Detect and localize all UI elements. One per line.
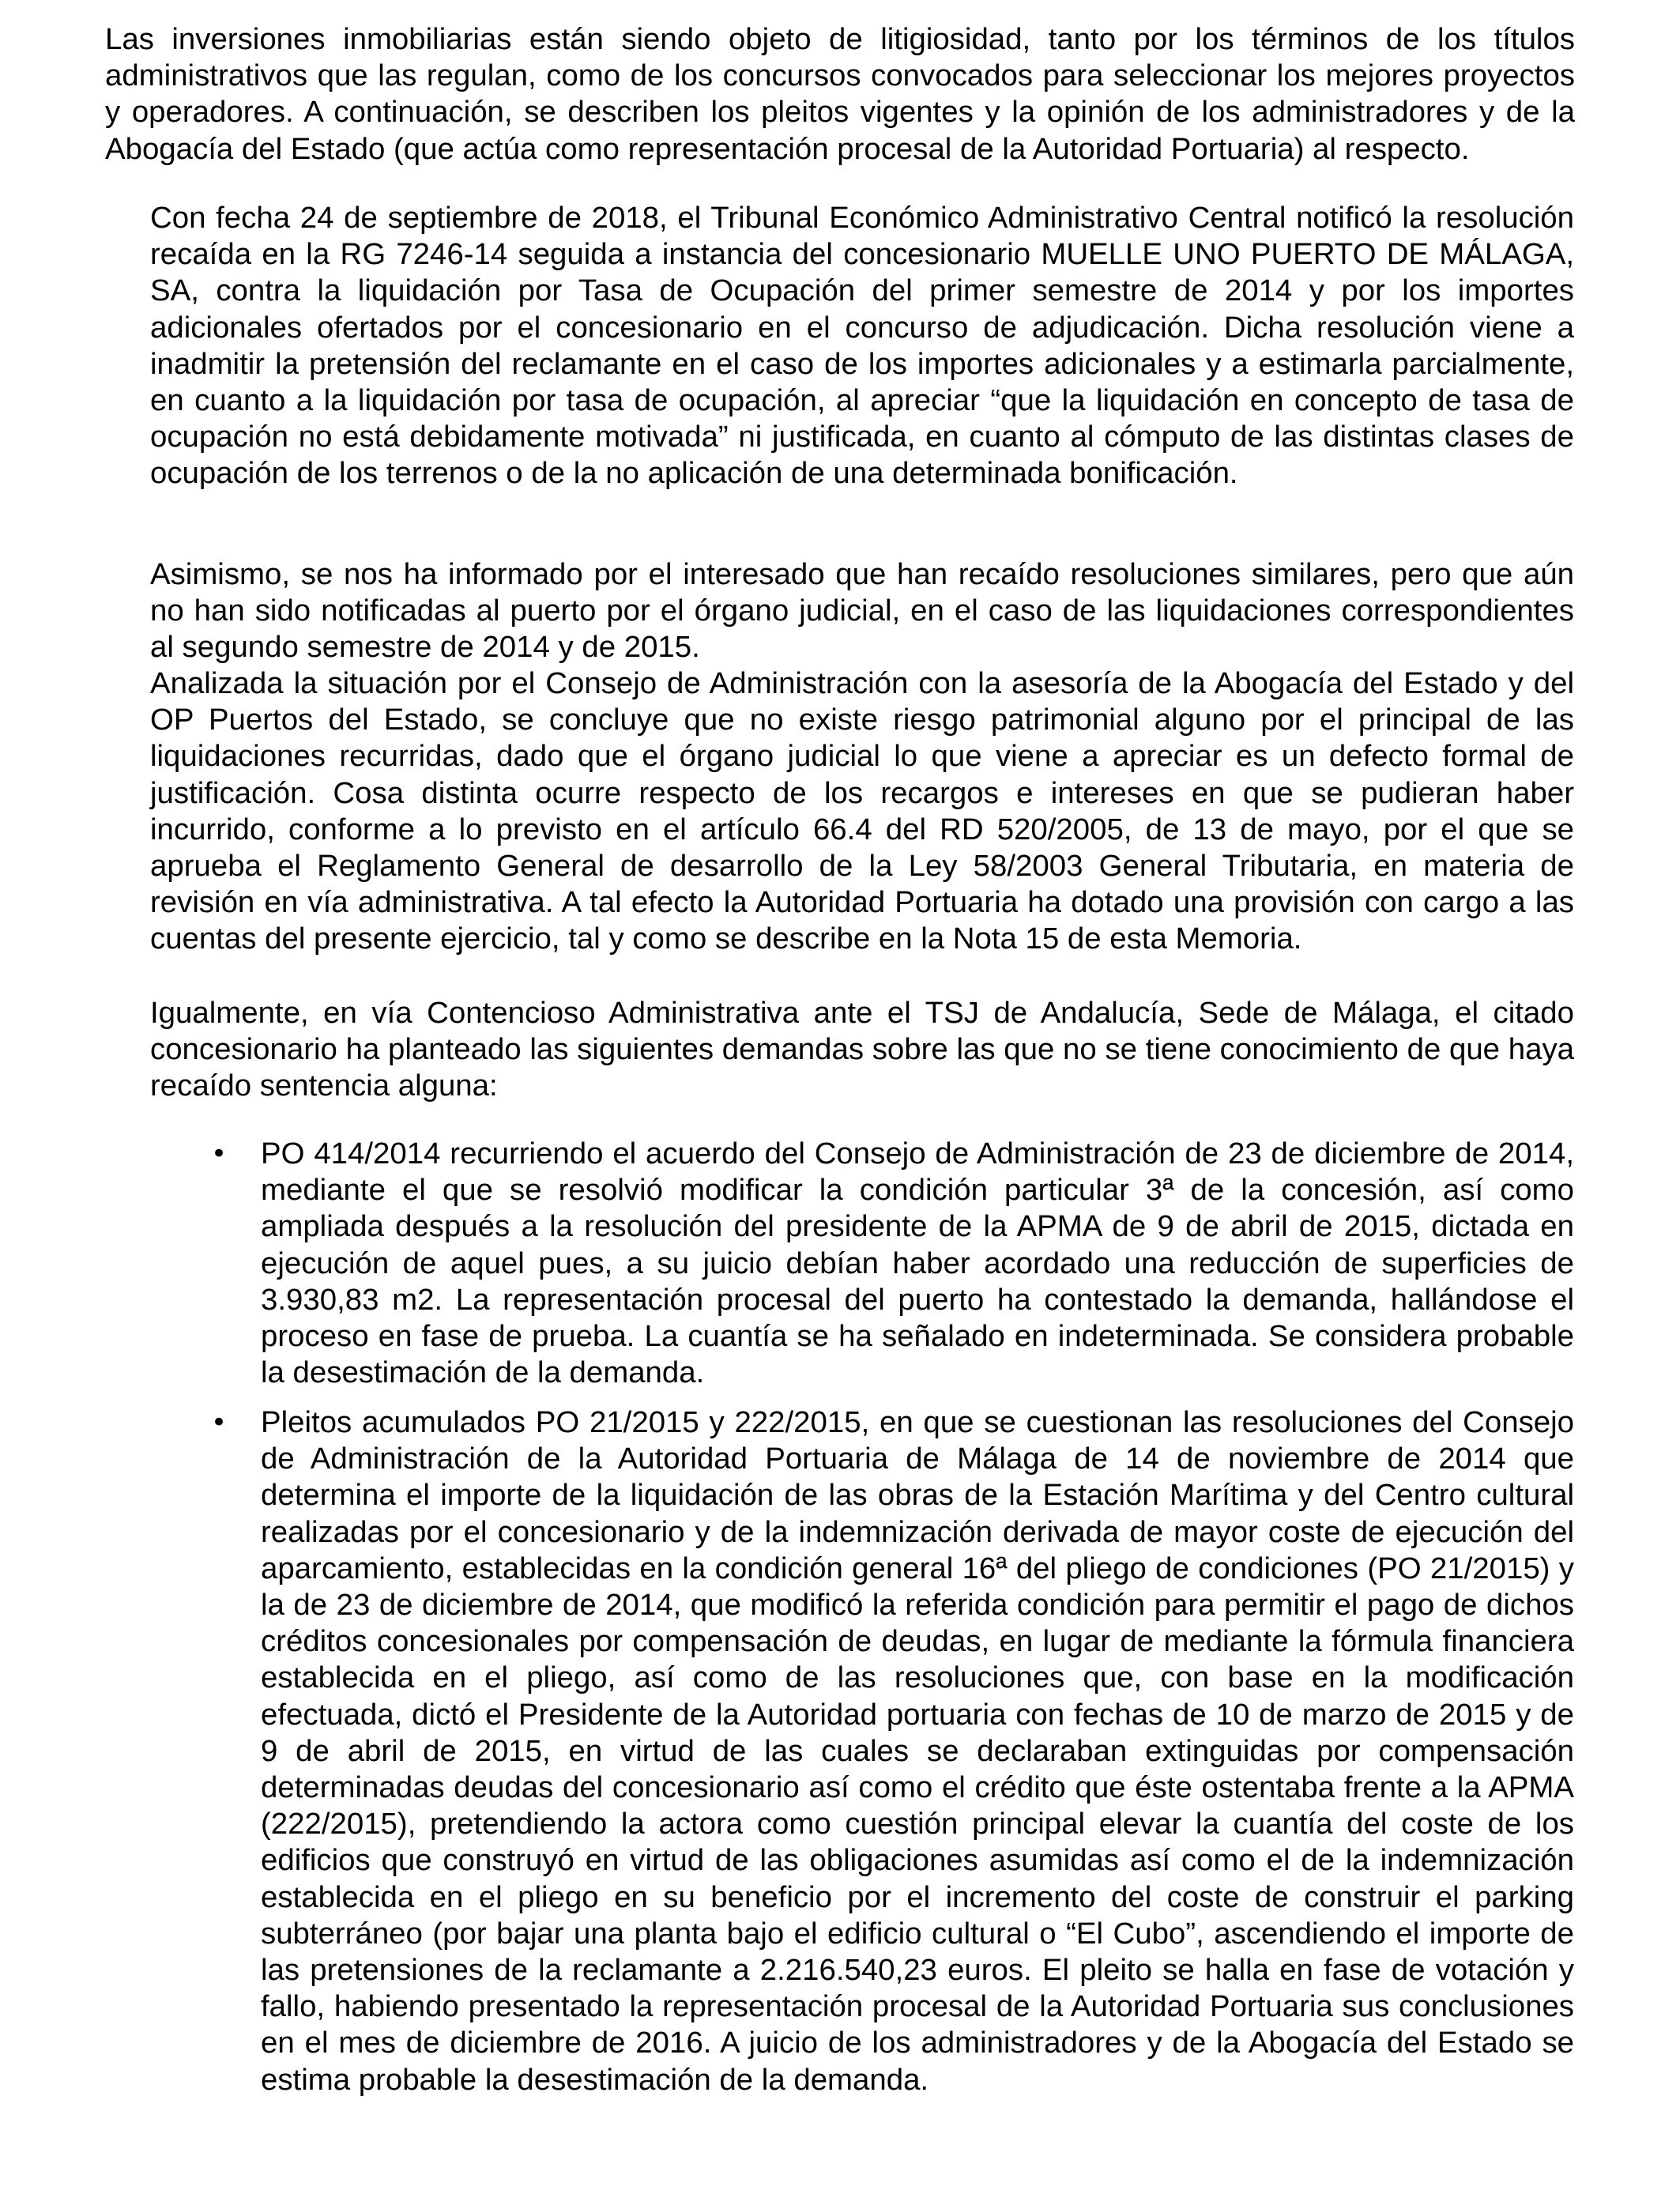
bullet-text: PO 414/2014 recurriendo el acuerdo del Consejo de Administración de 23 de diciembre de 2014, mediante el que se resolvió modificar la condición particular 3ª de la concesión, así como ampliada después a la resolución del presidente de la APMA de 9 de abril de 2015, dictada en ejecución de aquel pues, a su juicio debían haber acordado una reducción de superficies de 3.930,83 m2. La representación procesal del puerto ha contestado la demanda, hallándose el proceso en fase de prueba. La cuantía se ha señalado en indeterminada. Se considera probable la desestimación de la demanda.	[261, 1137, 1574, 1390]
intro-paragraph: Las inversiones inmobiliarias están siendo objeto de litigiosidad, tanto por los términos de los títulos administrativos que las regulan, como de los concursos convocados para seleccionar los mejores proyectos y operadores. A continuación, se describen los pleitos vigentes y la opinión de los administradores y de la Abogacía del Estado (que actúa como representación procesal de la Autoridad Portuaria) al respecto.	[105, 22, 1575, 166]
paragraph-tribunal-resolution: Con fecha 24 de septiembre de 2018, el Tribunal Económico Administrativo Central notificó la resolución recaída en la RG 7246-14 seguida a instancia del concesionario MUELLE UNO PUERTO DE MÁLAGA, SA, contra la liquidación por Tasa de Ocupación del primer semestre de 2014 y por los importes adicionales ofertados por el concesionario en el concurso de adjudicación. Dicha resolución viene a inadmitir la pretensión del reclamante en el caso de los importes adicionales y a estimarla parcialmente, en cuanto a la liquidación por tasa de ocupación, al apreciar “que la liquidación en concepto de tasa de ocupación no está debidamente motivada” ni justificada, en cuanto al cómputo de las distintas clases de ocupación de los terrenos o de la no aplicación de una determinada bonificación.	[150, 201, 1574, 491]
bullet-dot-icon: •	[210, 1138, 228, 1170]
bullet-text: Pleitos acumulados PO 21/2015 y 222/2015, en que se cuestionan las resoluciones del Consejo de Administración de la Autoridad Portuaria de Málaga de 14 de noviembre de 2014 que determina el importe de la liquidación de las obras de la Estación Marítima y del Centro cultural realizadas por el concesionario y de la indemnización derivada de mayor coste de ejecución del aparcamiento, establecidas en la condición general 16ª del pliego de condiciones (PO 21/2015) y la de 23 de diciembre de 2014, que modificó la referida condición para permitir el pago de dichos créditos concesionales por compensación de deudas, en lugar de mediante la fórmula financiera establecida en el pliego, así como de las resoluciones que, con base en la modificación efectuada, dictó el Presidente de la Autoridad portuaria con fechas de 10 de marzo de 2015 y de 9 de abril de 2015, en virtud de las cuales se declaraban extinguidas por compensación determinadas deudas del concesionario así como el crédito que éste ostentaba frente a la APMA (222/2015), pretendiendo la actora como cuestión principal elevar la cuantía del coste de los edificios que construyó en virtud de las obligaciones asumidas así como el de la indemnización establecida en el pliego en su beneficio por el incremento del coste de construir el parking subterráneo (por bajar una planta bajo el edificio cultural o “El Cubo”, ascendiendo el importe de las pretensiones de la reclamante a 2.216.540,23 euros. El pleito se halla en fase de votación y fallo, habiendo presentado la representación procesal de la Autoridad Portuaria sus conclusiones en el mes de diciembre de 2016. A juicio de los administradores y de la Abogacía del Estado se estima probable la desestimación de la demanda.	[261, 1405, 1574, 2097]
bullet-item-po-414-2014	[210, 1136, 1574, 1391]
paragraph-board-analysis: Analizada la situación por el Consejo de Administración con la asesoría de la Abogacía del Estado y del OP Puertos del Estado, se concluye que no existe riesgo patrimonial alguno por el principal de las liquidaciones recurridas, dado que el órgano judicial lo que viene a apreciar es un defecto formal de justificación. Cosa distinta ocurre respecto de los recargos e intereses en que se pudieran haber incurrido, conforme a lo previsto en el artículo 66.4 del RD 520/2005, de 13 de mayo, por el que se aprueba el Reglamento General de desarrollo de la Ley 58/2003 General Tributaria, en materia de revisión en vía administrativa. A tal efecto la Autoridad Portuaria ha dotado una provisión con cargo a las cuentas del presente ejercicio, tal y como se describe en la Nota 15 de esta Memoria.	[150, 666, 1574, 956]
bullet-dot-icon: •	[210, 1407, 228, 1438]
paragraph-contentious-demands: Igualmente, en vía Contencioso Administrativa ante el TSJ de Andalucía, Sede de Málaga, el citado concesionario ha planteado las siguientes demandas sobre las que no se tiene conocimiento de que haya recaído sentencia alguna:	[150, 996, 1574, 1103]
paragraph-similar-resolutions: Asimismo, se nos ha informado por el interesado que han recaído resoluciones similares, pero que aún no han sido notificadas al puerto por el órgano judicial, en el caso de las liquidaciones correspondientes al segundo semestre de 2014 y de 2015.	[150, 557, 1574, 665]
bullet-item-po-21-222-2015	[210, 1404, 1574, 2098]
